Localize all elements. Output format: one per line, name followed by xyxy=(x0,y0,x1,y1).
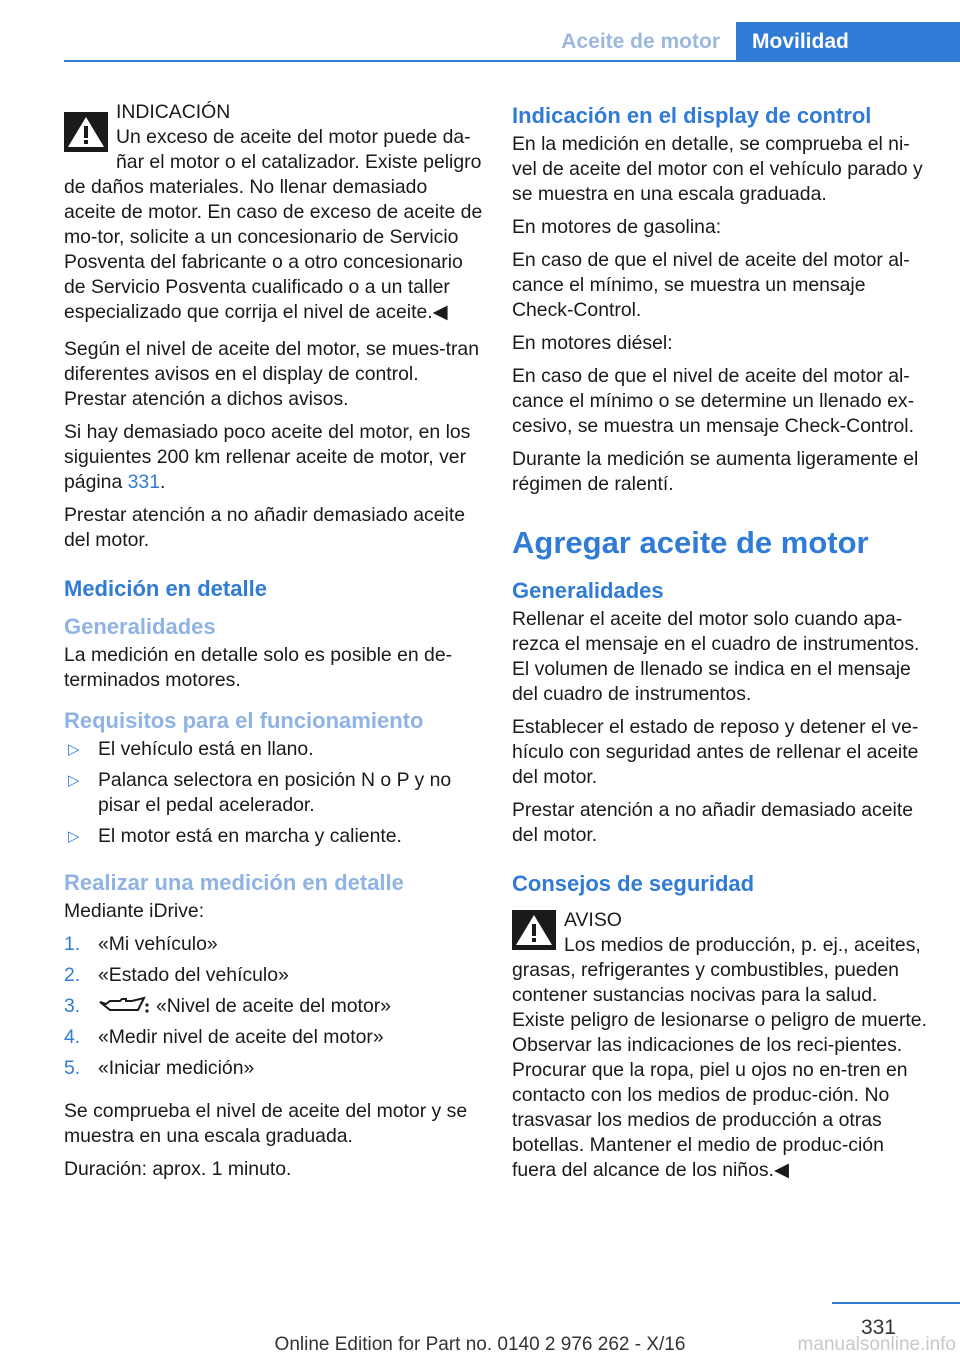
paragraph-gasolina: En motores de gasolina: xyxy=(512,216,722,238)
notice-text: ñar el motor o el catalizador. Existe peligro de daños materiales. No llenar demasiado aceite de motor. En caso de exceso de aceite de mo‐tor, solicite a un concesionario de Servicio Posventa del fabricante o a otro concesionario de Servicio Posventa cualificado o a un taller especializado que corrija el nivel de aceite.◀ xyxy=(64,151,483,323)
paragraph-poco-aceite xyxy=(64,420,484,495)
list-item-text: Palanca selectora en posición N o P y no pisar el pedal acelerador. xyxy=(98,769,452,816)
page-header xyxy=(64,22,960,62)
paragraph-poco-aceite-end: . xyxy=(159,471,166,493)
list-item-text: El vehículo está en llano. xyxy=(98,738,314,760)
list-item xyxy=(64,737,484,768)
paragraph-avisos: Según el nivel de aceite del motor, se mues‐tran diferentes avisos en el display de control. Prestar atención a dichos avisos. xyxy=(64,338,479,410)
watermark: manualsonline.info xyxy=(797,1334,956,1355)
warning-triangle-icon xyxy=(64,112,108,152)
warning-title: AVISO xyxy=(564,909,622,931)
page-link[interactable]: 331 xyxy=(127,471,160,493)
heading-realizar-medicion: Realizar una medición en detalle xyxy=(64,870,404,895)
paragraph-rellenar: Rellenar el aceite del motor solo cuando apa‐rezca el mensaje en el cuadro de instrumentos. El volumen de llenado se indica en el mensaje del cuadro de instrumentos. xyxy=(512,608,920,705)
notice-text-first: Un exceso de aceite del motor puede da‐ xyxy=(116,126,471,148)
step-number: 3. xyxy=(64,995,81,1017)
paragraph-no-anadir: Prestar atención a no añadir demasiado aceite del motor. xyxy=(64,504,465,551)
step-item xyxy=(64,963,484,994)
step-text: «Nivel de aceite del motor» xyxy=(156,995,391,1017)
list-item xyxy=(64,824,484,855)
notice-title: INDICACIÓN xyxy=(116,101,231,123)
step-number: 4. xyxy=(64,1026,81,1048)
paragraph-poco-aceite-text: Si hay demasiado poco aceite del motor, en los siguientes 200 km rellenar aceite de motor, ver página xyxy=(64,421,471,493)
warning-box xyxy=(512,908,932,1183)
heading-indicacion-display: Indicación en el display de control xyxy=(512,103,872,128)
step-item xyxy=(64,932,484,963)
heading-generalidades: Generalidades xyxy=(64,614,216,639)
page-number: 331 xyxy=(860,1316,896,1339)
list-item-text: El motor está en marcha y caliente. xyxy=(98,825,402,847)
bullet-marker: ▷ xyxy=(68,828,80,845)
paragraph-diesel: En motores diésel: xyxy=(512,332,673,354)
paragraph-ralenti: Durante la medición se aumenta ligeramente el régimen de ralentí. xyxy=(512,448,919,495)
steps-list xyxy=(64,932,484,1087)
paragraph-reposo: Establecer el estado de reposo y detener el ve‐hículo con seguridad antes de rellenar el aceite del motor. xyxy=(512,716,919,788)
warning-text: grasas, refrigerantes y combustibles, pueden contener sustancias nocivas para la salud. Existe peligro de lesionarse o peligro de muerte. Observar las indicaciones de los reci‐pientes. Procurar que la ropa, piel u ojos no en‐tren en contacto con los medios de produc‐ción. No trasvasar los medios de producción a otras botellas. Mantener el medio de produc‐ción fuera del alcance de los niños.◀ xyxy=(512,959,927,1181)
left-column xyxy=(64,100,484,1190)
heading-agregar-aceite: Agregar aceite de motor xyxy=(512,525,869,560)
header-rule xyxy=(64,60,960,62)
step-item xyxy=(64,1056,484,1087)
warning-triangle-icon xyxy=(512,910,556,950)
right-column xyxy=(512,100,932,1191)
oil-can-icon xyxy=(98,995,150,1015)
step-number: 1. xyxy=(64,933,81,955)
paragraph-gasolina-minimo: En caso de que el nivel de aceite del motor al‐cance el mínimo, se muestra un mensaje Check-Control. xyxy=(512,249,910,321)
step-text: «Estado del vehículo» xyxy=(98,964,289,986)
page-number-rule xyxy=(832,1302,960,1304)
paragraph-comprueba: Se comprueba el nivel de aceite del motor y se muestra en una escala graduada. xyxy=(64,1100,468,1147)
paragraph-duracion: Duración: aprox. 1 minuto. xyxy=(64,1158,292,1180)
heading-generalidades-agregar: Generalidades xyxy=(512,578,664,603)
paragraph-generalidades: La medición en detalle solo es posible en de‐terminados motores. xyxy=(64,644,453,691)
requirements-list xyxy=(64,737,484,855)
footer-edition: Online Edition for Part no. 0140 2 976 262 - X/16 xyxy=(274,1334,686,1355)
step-number: 5. xyxy=(64,1057,81,1079)
header-section-title: Aceite de motor xyxy=(561,30,720,53)
bullet-marker: ▷ xyxy=(68,741,80,758)
step-item xyxy=(64,1025,484,1056)
bullet-marker: ▷ xyxy=(68,772,80,789)
step-text: «Mi vehículo» xyxy=(98,933,218,955)
step-text: «Iniciar medición» xyxy=(98,1057,255,1079)
warning-text-first: Los medios de producción, p. ej., aceites, xyxy=(564,934,921,956)
heading-consejos-seguridad: Consejos de seguridad xyxy=(512,871,755,896)
paragraph-diesel-minimo: En caso de que el nivel de aceite del motor al‐cance el mínimo o se determine un llenado ex‐cesivo, se muestra un mensaje Check-Control. xyxy=(512,365,915,437)
notice-box xyxy=(64,100,484,325)
list-item xyxy=(64,768,484,824)
step-number: 2. xyxy=(64,964,81,986)
paragraph-no-anadir-2: Prestar atención a no añadir demasiado aceite del motor. xyxy=(512,799,913,846)
paragraph-medicion-parado: En la medición en detalle, se comprueba el ni‐vel de aceite del motor con el vehículo parado y se muestra en una escala graduada. xyxy=(512,133,923,205)
heading-medicion-detalle: Medición en detalle xyxy=(64,576,267,601)
step-text: «Medir nivel de aceite del motor» xyxy=(98,1026,384,1048)
heading-requisitos: Requisitos para el funcionamiento xyxy=(64,708,424,733)
paragraph-idrive: Mediante iDrive: xyxy=(64,900,205,922)
step-item xyxy=(64,994,484,1025)
header-chapter-tab: Movilidad xyxy=(736,22,960,62)
